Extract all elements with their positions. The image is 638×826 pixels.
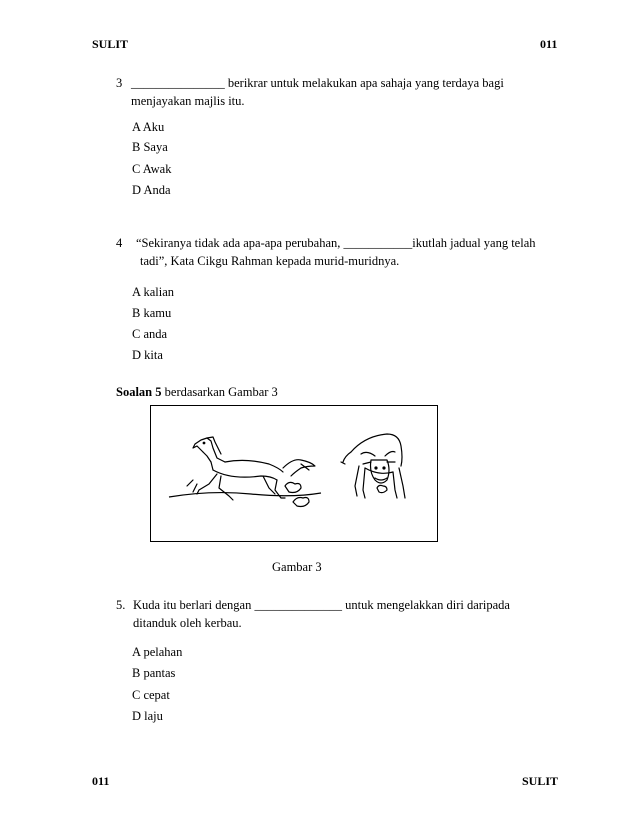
section-heading xyxy=(116,385,278,400)
question-text-line1: “Sekiranya tidak ada apa-apa perubahan, ___________ikutlah jadual yang telah xyxy=(136,236,536,250)
figure-box xyxy=(150,405,438,542)
figure-drawing xyxy=(151,406,439,543)
buffalo-icon xyxy=(341,434,405,498)
question-number: 5. xyxy=(116,598,126,612)
header-left: SULIT xyxy=(92,37,129,51)
section-heading-rest: berdasarkan Gambar 3 xyxy=(161,385,278,399)
question-text-line1: _______________ berikrar untuk melakukan apa sahaja yang terdaya bagi xyxy=(131,76,504,90)
question-text-line1: Kuda itu berlari dengan ______________ untuk mengelakkan diri daripada xyxy=(133,598,510,612)
option-d[interactable]: D kita xyxy=(132,348,163,362)
option-a[interactable]: A Aku xyxy=(132,120,165,134)
section-heading-bold: Soalan 5 xyxy=(116,385,162,399)
option-b[interactable]: B Saya xyxy=(132,140,168,154)
option-d[interactable]: D Anda xyxy=(132,183,171,197)
option-c[interactable]: C cepat xyxy=(132,688,170,702)
footer-right: SULIT xyxy=(522,774,559,788)
question-text-line2: menjayakan majlis itu. xyxy=(131,94,245,108)
option-a[interactable]: A kalian xyxy=(132,285,175,299)
header-right: 011 xyxy=(540,37,558,51)
question-number: 3 xyxy=(116,76,123,90)
option-a[interactable]: A pelahan xyxy=(132,645,183,659)
question-number: 4 xyxy=(116,236,123,250)
option-b[interactable]: B pantas xyxy=(132,666,176,680)
question-text-line2: tadi”, Kata Cikgu Rahman kepada murid-muridnya. xyxy=(140,254,400,268)
question-text-line2: ditanduk oleh kerbau. xyxy=(133,616,242,630)
figure-caption: Gambar 3 xyxy=(272,560,322,574)
option-b[interactable]: B kamu xyxy=(132,306,172,320)
option-c[interactable]: C anda xyxy=(132,327,168,341)
footer-left: 011 xyxy=(92,774,110,788)
option-d[interactable]: D laju xyxy=(132,709,163,723)
option-c[interactable]: C Awak xyxy=(132,162,172,176)
